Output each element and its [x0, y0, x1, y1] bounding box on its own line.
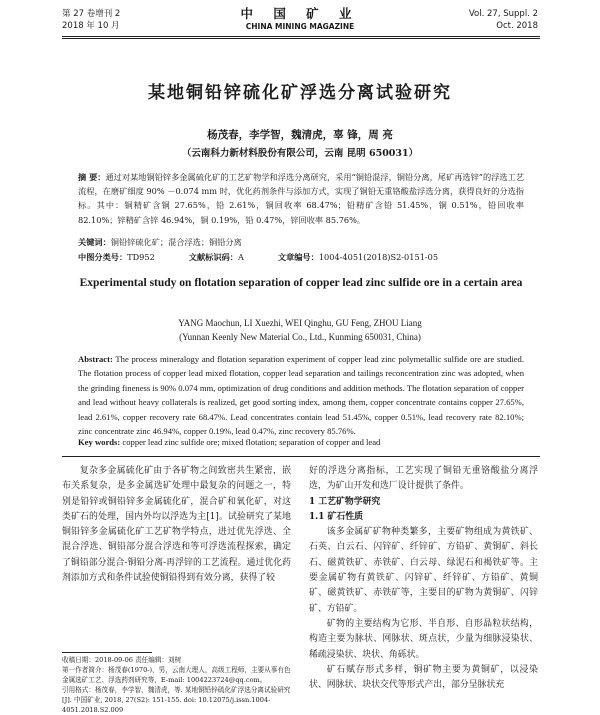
abstract-en-label: Abstract:: [78, 354, 113, 364]
body-left-column: [62, 464, 291, 586]
body-right-column: [309, 464, 538, 693]
article-title-en: Experimental study on flotation separation of copper lead zinc sulfide ore in a certain area: [79, 277, 523, 289]
doc-code-value: A: [237, 252, 244, 262]
affiliation-en: (Yunnan Keenly New Material Co., Ltd., Kunming 650031, China): [179, 332, 421, 342]
abstract-cn-label: 摘 要：: [78, 172, 106, 182]
footnotes: [62, 655, 291, 715]
section-heading-1-1: 1.1 矿石性质: [309, 511, 364, 522]
abstract-rule: [62, 456, 540, 457]
section-heading-1: 1 工艺矿物学研究: [309, 496, 381, 507]
structure-paragraph: 矿物的主要结构为它形、半自形、自形晶粒状结构，构造主要为脉状、网脉状、斑点状，少量为细脉浸染状、稀疏浸染状、块状、角砾状。: [309, 618, 538, 660]
authors-en: YANG Maochun, LI Xuezhi, WEI Qinghu, GU Feng, ZHOU Liang: [178, 318, 422, 328]
article-no: [278, 252, 438, 263]
clc-value: TD952: [127, 252, 155, 262]
abstract-en: [78, 352, 524, 438]
header-volume-cn: 第 27 卷增刊 2: [62, 9, 121, 19]
header-volume-en: Vol. 27, Suppl. 2: [468, 9, 538, 19]
abstract-cn-text: 通过对某地铜铅锌多金属硫化矿的工艺矿物学和浮选分离研究，采用“铜铅混浮，铜铅分离，尾矿再选锌”的浮选工艺流程，在磨矿细度 90% －0.074 mm 时，优化药剂条件与添加方式，实现了铜铅无重铬酸盐浮选分离，获得良好的分选指标。其中：铜精矿含铜 27.65%，铅 2.61%，铜回收率 68.47%；铅精矿含铅 51.45%，铜 0.51%，铅回收率 82.10%；锌精矿含锌 46.94%，铜 0.19%，铅 0.47%，锌回收率 85.76%。: [78, 172, 525, 225]
header-rule-thin: [62, 38, 540, 39]
footnote-rule: [62, 652, 152, 653]
header-issue: [469, 8, 538, 32]
keywords-cn-text: 铜铅锌硫化矿；混合浮选；铜铅分离: [110, 237, 242, 247]
keywords-en: [78, 437, 380, 447]
affiliation-cn: （云南科力新材料股份有限公司，云南 昆明 650031）: [181, 148, 419, 159]
keywords-cn-label: 关键词：: [78, 237, 111, 247]
keywords-cn: [78, 237, 242, 248]
doc-code-label: 文献标识码：: [188, 252, 238, 262]
citation: 引用格式：杨茂春，李学智，魏清虎，等. 某地铜铅锌硫化矿浮选分离试验研究[J]. 中国矿业, 2018, 27(S2): 151-155. doi: 10.12075/j.issn.1004-4051.2018.S2.009: [62, 686, 291, 714]
received-date: 收稿日期：2018-09-06 责任编辑：刘树: [62, 656, 182, 664]
doc-code: [189, 252, 244, 263]
mineral-composition-paragraph: 该多金属矿矿物种类繁多，主要矿物组成为黄铁矿、石英、白云石、闪锌矿、纤锌矿、方铅矿、黄铜矿、斜长石、磁黄铁矿、赤铁矿、白云母、绿泥石和褐铁矿等。主要金属矿物有黄铁矿、闪锌矿、纤锌矿、方铅矿、黄铜矿、磁黄铁矿、赤铁矿等，主要目的矿物为黄铜矿、闪锌矿、方铅矿。: [309, 527, 538, 614]
article-no-label: 文章编号：: [277, 252, 319, 262]
occurrence-paragraph: 矿石赋存形式多样，铜矿物主要为黄铜矿，以浸染状、网脉状、块状交代等形式产出，部分呈脉状充: [309, 664, 538, 691]
clc: [78, 252, 155, 263]
intro-paragraph: 复杂多金属硫化矿由于各矿物之间致密共生紧密，嵌布关系复杂，是多金属选矿处理中最复杂的问题之一，特别是铅锌或铜铅锌多金属硫化矿，混合矿和氧化矿，对这类矿石的处理，国内外均以浮选为主[1]。试验研究了某地铜铅锌多金属硫化矿工艺矿物学特点，进过优先浮选、全混合浮选、铜铅部分混合浮选和等可浮选流程探索，确定了铜铅部分混合-铜铅分离-再浮锌的工艺流程。通过优化药剂添加方式和条件试验使铜铅得到有效分离，获得了较: [62, 466, 291, 584]
intro-paragraph-continued: 好的浮选分离指标，工艺实现了铜铅无重铬酸盐分离浮选，为矿山开发和选厂设计提供了条件。: [309, 466, 538, 492]
header-date-cn: 2018 年 10 月: [62, 21, 120, 31]
article-title-cn: 某地铜铅锌硫化矿浮选分离试验研究: [148, 83, 452, 103]
keywords-en-label: Key words:: [78, 437, 121, 447]
clc-label: 中图分类号：: [78, 252, 128, 262]
abstract-cn: [78, 170, 524, 227]
article-no-value: 1004-4051(2018)S2-0151-05: [318, 252, 439, 262]
classification-line: [78, 252, 524, 263]
authors-cn: 杨茂春，李学智，魏清虎，辜 锋，周 亮: [207, 129, 393, 141]
journal-name-en: CHINA MINING MAGAZINE: [245, 22, 355, 31]
abstract-en-text: The process mineralogy and flotation separation experiment of copper lead zinc polymetallic sulfide ore are studied. The flotation process of copper lead mixed flotation, copper lead separation and tailings reconcentration zinc was adopted, when the grinding fineness is 90% 0.074 mm, optimization of drug conditions and addition methods. The flotation separation of copper and lead without heavy collaterals is realized, get good sorting index, among them, copper concentrate contains copper 27.65%, lead 2.61%, copper recovery rate 68.47%. Lead concentrates contain lead 51.45%, copper 0.51%, lead recovery rate 82.10%; zinc concentrate zinc 46.94%, copper 0.19%, lead 0.47%, zinc recovery 85.76%.: [78, 354, 524, 437]
header-rule: [62, 36, 540, 37]
keywords-en-text: copper lead zinc sulfide ore; mixed flotation; separation of copper and lead: [122, 437, 381, 447]
journal-name-cn: 中 国 矿 业: [240, 6, 360, 21]
header-date-en: Oct. 2018: [496, 21, 538, 31]
author-bio: 第一作者简介：杨茂春(1970-)，男，云南大理人，高级工程师，主要从事有色金属选矿工艺、浮选药剂研究等，E-mail: 1004223724@qq.com。: [62, 666, 291, 684]
